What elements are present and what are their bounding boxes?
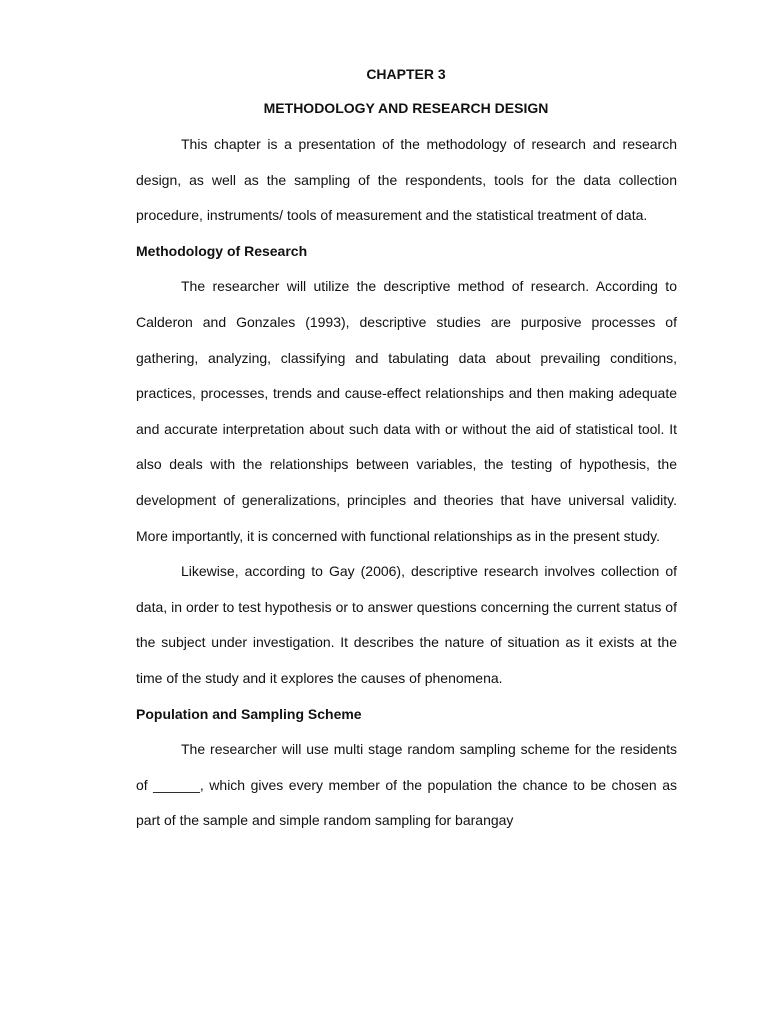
page-title: METHODOLOGY AND RESEARCH DESIGN [263, 100, 549, 116]
population-paragraph-1: The researcher will use multi stage random sampling scheme for the residents of ______, which gives every member of the population the chance to be chosen as part of the sample and simple random sampling for barangay [136, 741, 677, 829]
methodology-paragraph-2: Likewise, according to Gay (2006), descriptive research involves collection of data, in order to test hypothesis or to answer questions concerning the current status of the subject under investigation. It describes the nature of situation as it exists at the time of the study and it explores the causes of phenomena. [136, 563, 677, 686]
document-body [136, 127, 677, 839]
section-heading-methodology: Methodology of Research [136, 242, 308, 259]
section-heading-population: Population and Sampling Scheme [136, 705, 362, 722]
intro-paragraph: This chapter is a presentation of the methodology of research and research design, as well as the sampling of the respondents, tools for the data collection procedure, instruments/ tools of measurement and the statistical treatment of data. [136, 136, 677, 224]
methodology-paragraph-1: The researcher will utilize the descriptive method of research. According to Calderon and Gonzales (1993), descriptive studies are purposive processes of gathering, analyzing, classifying and tabulating data about prevailing conditions, practices, processes, trends and cause-effect relationships and then making adequate and accurate interpretation about such data with or without the aid of statistical tool. It also deals with the relationships between variables, the testing of hypothesis, the development of generalizations, principles and theories that have universal validity. More importantly, it is concerned with functional relationships as in the present study. [136, 278, 677, 544]
chapter-label: CHAPTER 3 [366, 66, 446, 82]
